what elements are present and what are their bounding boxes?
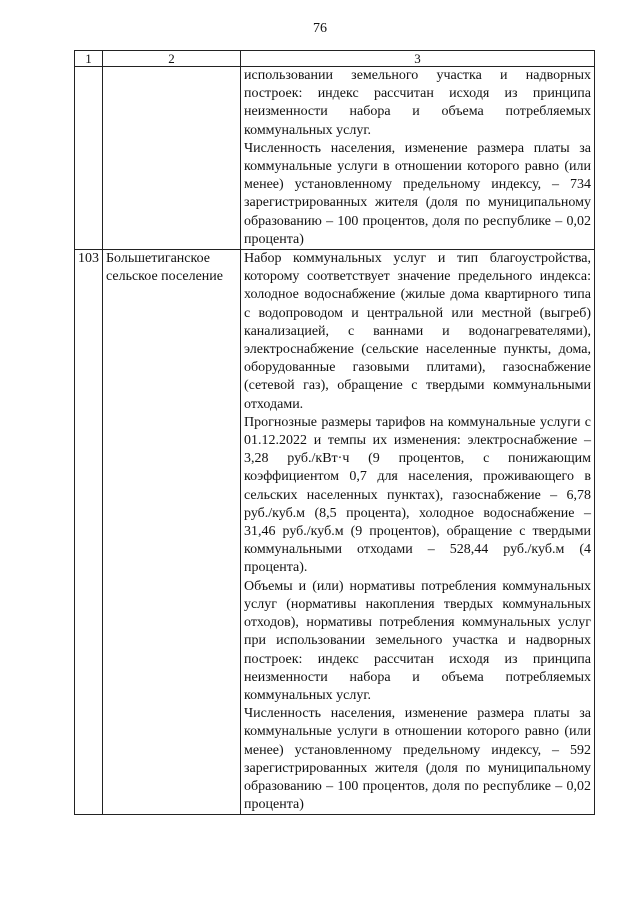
- row-name-cell: [103, 67, 241, 250]
- document-table: [74, 50, 595, 815]
- table-header-row: [75, 51, 595, 67]
- paragraph: использовании земельного участка и надворных построек: индекс рассчитан исходя из принципа неизменности набора и объема потребляемых коммунальных услуг.: [244, 68, 591, 138]
- header-col-3: 3: [241, 51, 595, 67]
- paragraph: Численность населения, изменение размера платы за коммунальные услуги в отношении которого равно (или менее) установленному предельному индексу, – 592 зарегистрированных жителя (доля по муниципальному образованию – 100 процентов, доля по республике – 0,02 процента): [244, 706, 591, 813]
- paragraph: Объемы и (или) нормативы потребления коммунальных услуг (нормативы накопления твердых коммунальных отходов), нормативы потребления коммунальных услуг при использовании земельного участка и надворных построек: индекс рассчитан исходя из принципа неизменности набора и объема потребляемых коммунальных услуг.: [244, 578, 591, 703]
- row-number-cell: 103: [75, 250, 103, 815]
- header-col-2: 2: [103, 51, 241, 67]
- header-col-1: 1: [75, 51, 103, 67]
- row-number-cell: [75, 67, 103, 250]
- paragraph: Численность населения, изменение размера платы за коммунальные услуги в отношении которого равно (или менее) установленному предельному индексу, – 734 зарегистрированных жителя (доля по муниципальному образованию – 100 процентов, доля по республике – 0,02 процента): [244, 140, 591, 247]
- paragraph: Набор коммунальных услуг и тип благоустройства, которому соответствует значение предельного индекса: холодное водоснабжение (жилые дома квартирного типа с водопроводом и центральной или местной (выгреб) канализацией, с ваннами и водонагревателями), электроснабжение (сельские населенные пункты, дома, оборудованные газовыми плитами), газоснабжение (сетевой газ), обращение с твердыми коммунальными отходами.: [244, 251, 591, 412]
- row-description-cell: [241, 67, 595, 250]
- table-row-103: [75, 250, 595, 815]
- row-name-cell: Большетиганское сельское поселение: [103, 250, 241, 815]
- table-row-continuation: [75, 67, 595, 250]
- page-number: 76: [313, 21, 327, 36]
- row-description-cell: [241, 250, 595, 815]
- paragraph: Прогнозные размеры тарифов на коммунальные услуги с 01.12.2022 и темпы их изменения: электроснабжение – 3,28 руб./кВт·ч (9 процентов, с понижающим коэффициентом 0,7 для населения, проживающего в сельских населенных пунктах), газоснабжение – 6,78 руб./куб.м (8,5 процента), холодное водоснабжение – 31,46 руб./куб.м (9 процентов), обращение с твердыми коммунальными отходами – 528,44 руб./куб.м (4 процента).: [244, 414, 591, 576]
